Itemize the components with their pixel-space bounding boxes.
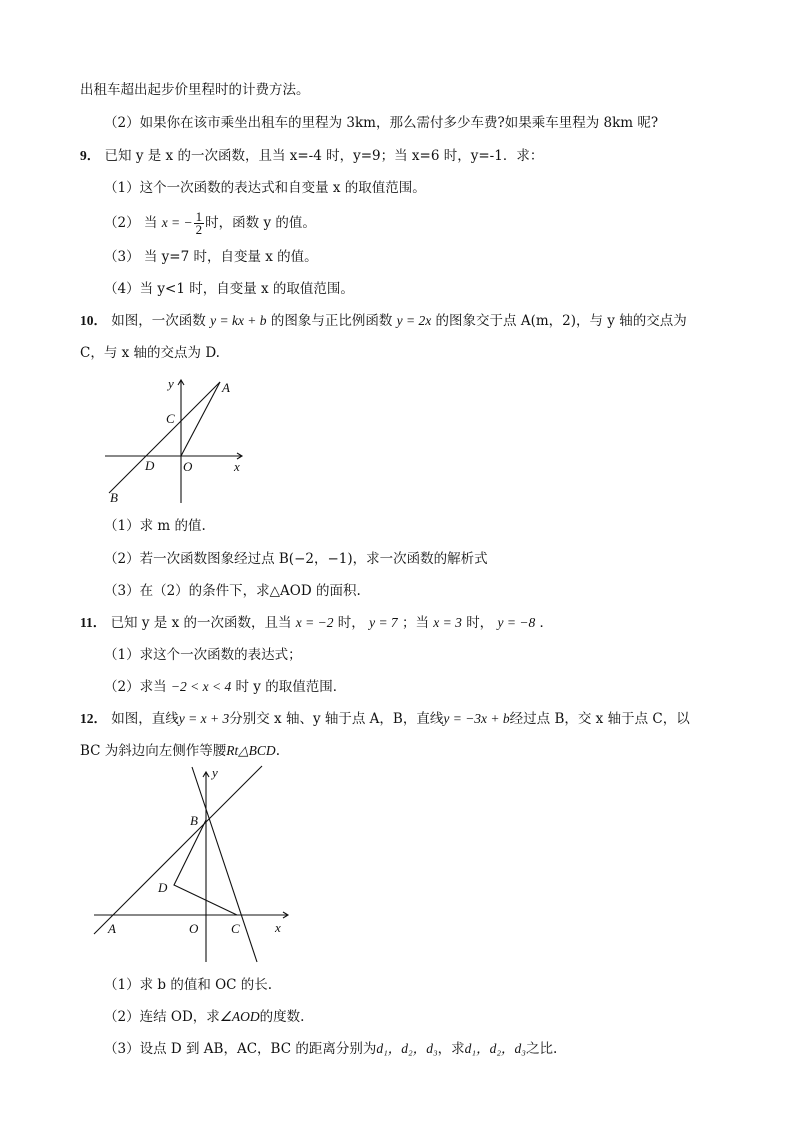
math-expression: x = 3	[433, 615, 462, 630]
part-text: 时，函数 y 的值。	[205, 215, 316, 231]
part-label: （2） 当	[104, 215, 158, 231]
math-expression: x = −	[161, 215, 193, 230]
question-12-part-1: （1）求 b 的值和 OC 的长.	[104, 977, 273, 993]
math-expression: y = −8	[497, 615, 536, 630]
question-text: 如图，一次函数	[111, 313, 206, 329]
origin-label: O	[183, 459, 193, 474]
point-D-label: D	[145, 458, 155, 473]
part-text: 之比.	[526, 1041, 558, 1057]
point-A-label: A	[108, 921, 116, 936]
line-yx3	[94, 766, 262, 934]
point-C-label: C	[231, 921, 240, 936]
math-expression: y = 7	[369, 615, 398, 630]
question-text: 的图象交于点 A(m，2)，与 y 轴的交点为	[435, 313, 687, 329]
line-y-3xb	[192, 767, 257, 962]
math-expression: x = −2	[295, 615, 334, 630]
question-text: 经过点 B，交 x 轴于点 C，以	[509, 711, 690, 727]
part-text: （3）设点 D 到 AB，AC，BC 的距离分别为	[104, 1041, 377, 1057]
figure-2-graph	[90, 764, 300, 970]
line-ykxb	[109, 382, 220, 493]
question-10-part-2: （2）若一次函数图象经过点 B(−2，−1)，求一次函数的解析式	[104, 551, 488, 567]
question-12-stem-cont	[80, 741, 280, 761]
question-12-part-3	[104, 1039, 557, 1059]
question-text: 如图，直线	[111, 711, 179, 727]
math-expression: d₁，d₂，d₃	[464, 1041, 527, 1056]
math-expression: y = −3x + b	[443, 711, 510, 726]
part-text: （2）连结 OD，求	[104, 1009, 220, 1025]
question-9-part-1: （1）这个一次函数的表达式和自变量 x 的取值范围。	[104, 180, 426, 196]
question-9-part-3: （3） 当 y=7 时，自变量 x 的值。	[104, 249, 318, 265]
math-expression: y = 2x	[396, 313, 432, 328]
question-12-part-2	[104, 1007, 304, 1027]
question-9-part-2	[104, 210, 316, 236]
math-expression: y = x + 3	[178, 711, 230, 726]
point-B-label: B	[110, 490, 118, 505]
question-text: 的图象与正比例函数	[270, 313, 393, 329]
math-expression: −2 < x < 4	[170, 679, 232, 694]
point-C-label: C	[166, 411, 175, 426]
x-label: x	[234, 459, 240, 474]
math-expression: ∠AOD	[219, 1009, 260, 1024]
math-expression: y = kx + b	[210, 313, 267, 328]
question-number: 11．	[80, 615, 107, 630]
question-text: 分别交 x 轴、y 轴于点 A，B，直线	[229, 711, 444, 727]
line-y2x	[181, 382, 220, 456]
part-text: ，求	[437, 1041, 465, 1057]
question-text: .	[275, 743, 280, 759]
fraction	[194, 211, 205, 236]
math-expression: Rt△BCD	[226, 743, 276, 758]
figure-1-graph	[100, 372, 260, 512]
part-text: 时 y 的取值范围．	[235, 679, 347, 695]
question-11-part-2	[104, 677, 346, 697]
question-11-stem	[80, 613, 553, 633]
question-number: 9．	[80, 148, 101, 163]
y-label: y	[168, 376, 174, 391]
question-11-part-1: （1）求这个一次函数的表达式；	[104, 647, 302, 663]
question-10-part-1: （1）求 m 的值.	[104, 518, 206, 534]
question-10-part-3: （3）在（2）的条件下，求△AOD 的面积.	[104, 583, 361, 599]
math-expression: d₁，d₂，d₃	[376, 1041, 438, 1056]
text-line: 出租车超出起步价里程时的计费方法。	[80, 82, 310, 98]
point-D-label: D	[158, 880, 168, 895]
question-text: ．	[539, 615, 553, 631]
question-8-part-2: （2）如果你在该市乘坐出租车的里程为 3km，那么需付多少车费?如果乘车里程为 8km 呢?	[104, 115, 659, 131]
fraction-numerator: 1	[195, 209, 203, 224]
fraction-denominator: 2	[195, 222, 203, 237]
origin-label: O	[189, 921, 199, 936]
question-text: BC 为斜边向左侧作等腰	[80, 743, 227, 759]
point-A-label: A	[222, 380, 230, 395]
x-label: x	[275, 920, 281, 935]
question-12-stem	[80, 709, 690, 729]
question-10-stem	[80, 311, 687, 331]
part-text: （2）求当	[104, 679, 167, 695]
point-B-label: B	[190, 813, 198, 828]
question-9-part-4: （4）当 y<1 时，自变量 x 的取值范围。	[104, 281, 354, 297]
question-text: 已知 y 是 x 的一次函数，且当	[110, 615, 292, 631]
question-number: 12．	[80, 711, 107, 726]
question-text: 时，	[466, 615, 494, 631]
question-10-stem-cont: C，与 x 轴的交点为 D.	[80, 345, 220, 361]
question-number: 10．	[80, 313, 107, 328]
question-text: 已知 y 是 x 的一次函数，且当 x=-4 时，y=9；当 x=6 时，y=-1．求：	[104, 148, 544, 164]
question-text: ；当	[401, 615, 429, 631]
question-9-stem	[80, 146, 543, 166]
y-label: y	[212, 765, 218, 780]
part-text: 的度数.	[259, 1009, 305, 1025]
question-text: 时，	[337, 615, 365, 631]
